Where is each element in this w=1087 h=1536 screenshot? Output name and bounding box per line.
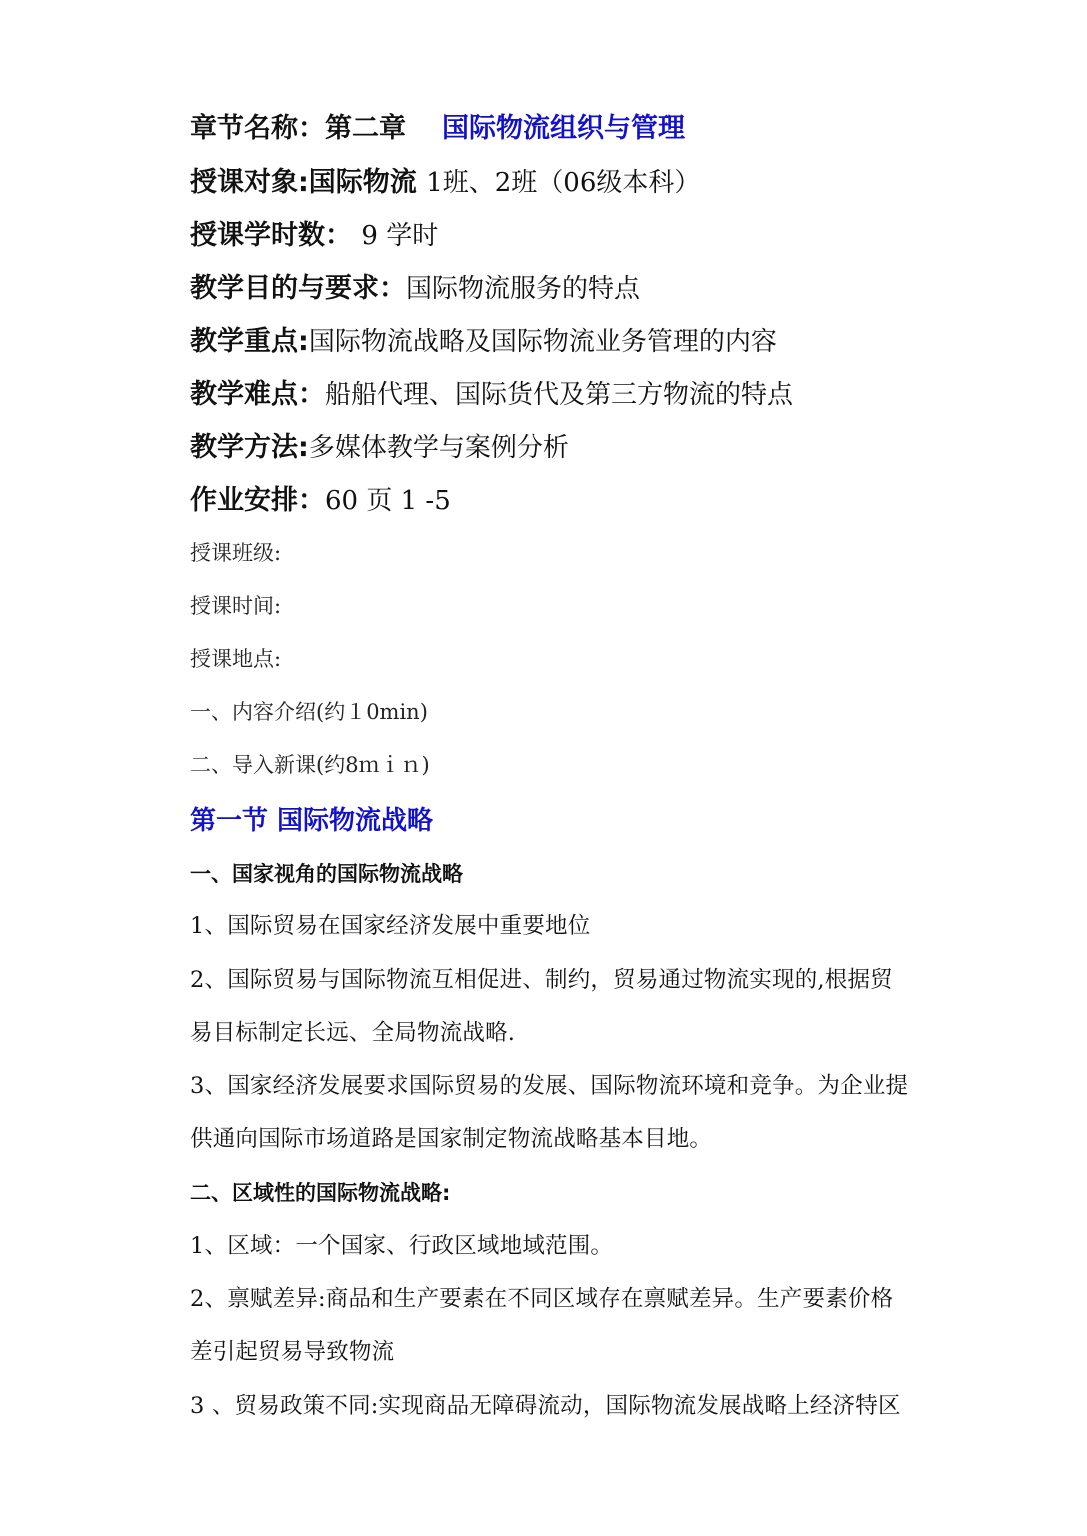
homework-label: 作业安排： xyxy=(190,485,325,516)
goal-value: 国际物流服务的特点 xyxy=(406,274,641,304)
audience-label: 授课对象:国际物流 xyxy=(190,167,417,198)
paragraph-2b: 易目标制定长远、全局物流战略. xyxy=(190,1020,516,1046)
region-paragraph-3: 3 、贸易政策不同:实现商品无障碍流动，国际物流发展战略上经济特区 xyxy=(190,1393,901,1419)
paragraph-3a: 3、国家经济发展要求国际贸易的发展、国际物流环境和竞争。为企业提 xyxy=(190,1073,909,1099)
region-paragraph-2b: 差引起贸易导致物流 xyxy=(190,1339,395,1365)
focus-line xyxy=(190,319,777,358)
subheading-regional: 二、区域性的国际物流战略: xyxy=(190,1181,451,1205)
difficulty-label: 教学难点： xyxy=(190,379,325,410)
goal-line xyxy=(190,266,640,305)
chapter-line xyxy=(190,106,685,145)
intro-line: 一、内容介绍(约１0min) xyxy=(190,700,428,724)
place-line: 授课地点: xyxy=(190,647,282,671)
audience-line xyxy=(190,160,700,199)
goal-label: 教学目的与要求： xyxy=(190,273,406,304)
method-line xyxy=(190,425,569,464)
hours-value: 9 学时 xyxy=(361,221,439,251)
focus-value: 国际物流战略及国际物流业务管理的内容 xyxy=(308,327,777,357)
time-line: 授课时间: xyxy=(190,594,282,618)
chapter-label: 章节名称：第二章 xyxy=(190,113,406,144)
difficulty-line xyxy=(190,372,793,411)
audience-value: 1班、2班（06级本科） xyxy=(426,168,701,198)
chapter-title: 国际物流组织与管理 xyxy=(442,113,685,144)
homework-line xyxy=(190,478,451,517)
region-paragraph-1: 1、区域：一个国家、行政区域地域范围。 xyxy=(190,1233,614,1259)
paragraph-3b: 供通向国际市场道路是国家制定物流战略基本目地。 xyxy=(190,1126,713,1152)
difficulty-value: 船船代理、国际货代及第三方物流的特点 xyxy=(325,380,794,410)
method-label: 教学方法: xyxy=(190,432,309,463)
paragraph-2a: 2、国际贸易与国际物流互相促进、制约，贸易通过物流实现的,根据贸 xyxy=(190,967,893,993)
hours-line xyxy=(190,213,438,252)
hours-label: 授课学时数： xyxy=(190,220,352,251)
focus-label: 教学重点: xyxy=(190,326,309,357)
homework-value: 60 页 1 -5 xyxy=(325,486,451,516)
class-line: 授课班级: xyxy=(190,541,282,565)
method-value: 多媒体教学与案例分析 xyxy=(308,433,569,463)
region-paragraph-2a: 2、禀赋差异:商品和生产要素在不同区域存在禀赋差异。生产要素价格 xyxy=(190,1286,894,1312)
section-title: 第一节 国际物流战略 xyxy=(190,806,434,836)
lead-line: 二、导入新课(约8ｍｉｎ) xyxy=(190,753,430,777)
paragraph-1: 1、国际贸易在国家经济发展中重要地位 xyxy=(190,913,591,939)
subheading-national: 一、国家视角的国际物流战略 xyxy=(190,862,463,886)
